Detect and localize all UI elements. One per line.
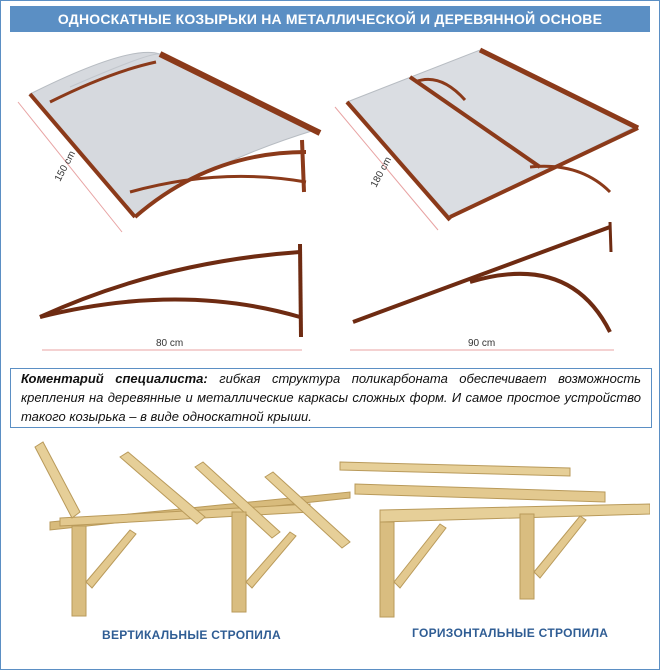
left-strut — [86, 530, 136, 588]
middle-rafter — [355, 484, 605, 502]
wooden-frames-illustration — [10, 432, 650, 632]
vertical-rafters-caption: ВЕРТИКАЛЬНЫЕ СТРОПИЛА — [102, 628, 281, 642]
right-strut — [246, 532, 296, 588]
rafter-1 — [35, 442, 80, 518]
horizontal-rafters-frame — [340, 462, 650, 617]
expert-comment — [10, 368, 652, 428]
wooden-frames-panel — [10, 432, 650, 664]
comment-lead: Коментарий специалиста: — [21, 371, 208, 386]
front-post — [380, 522, 394, 617]
vertical-rafters-frame — [35, 442, 350, 616]
horizontal-rafters-caption: ГОРИЗОНТАЛЬНЫЕ СТРОПИЛА — [412, 626, 609, 640]
right-bracket-arc — [470, 274, 610, 332]
right-post — [232, 512, 246, 612]
right-bracket-width-label: 90 cm — [468, 338, 496, 349]
right-bracket-post — [610, 222, 611, 252]
left-post — [72, 526, 86, 616]
bottom-rafter — [380, 504, 650, 522]
left-bracket-post — [300, 244, 301, 337]
left-wall-post — [302, 140, 304, 192]
metal-canopies-panel — [10, 32, 650, 366]
left-length-label: 150 cm — [52, 149, 79, 184]
back-post — [520, 514, 534, 599]
top-rafter — [340, 462, 570, 476]
right-length-label: 180 cm — [368, 155, 395, 190]
right-bracket-straight-bar — [353, 227, 610, 322]
back-strut — [534, 516, 586, 578]
metal-canopies-illustration — [10, 32, 650, 366]
left-bracket-width-label: 80 cm — [156, 338, 184, 349]
comment-text: гибкая структура поликарбоната обеспечивает возможность крепления на деревянные и металлические каркасы сложных форм. И самое простое устройство такого козырька – в виде односкатной крыши. — [21, 371, 641, 424]
front-strut — [394, 524, 446, 588]
page-title: ОДНОСКАТНЫЕ КОЗЫРЬКИ НА МЕТАЛЛИЧЕСКОЙ И ДЕРЕВЯННОЙ ОСНОВЕ — [10, 6, 650, 32]
